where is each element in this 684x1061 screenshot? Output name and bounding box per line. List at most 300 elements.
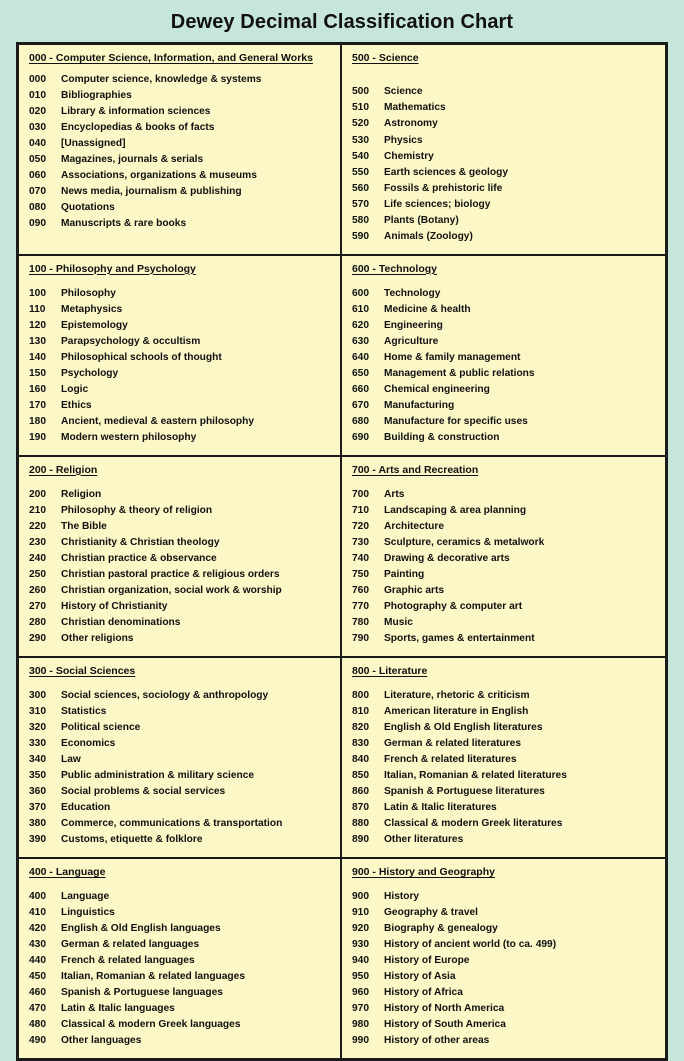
entry-code: 090	[29, 218, 46, 230]
classification-entry	[29, 768, 332, 784]
entry-label: Physics	[384, 134, 423, 146]
entry-code: 230	[29, 536, 46, 548]
entry-code: 490	[29, 1035, 46, 1047]
classification-entry	[352, 487, 657, 503]
classification-entry	[352, 1017, 657, 1033]
entry-code: 420	[29, 922, 46, 934]
entry-label: Epistemology	[61, 319, 128, 331]
entry-label: Social sciences, sociology & anthropology	[61, 689, 269, 701]
classification-entry	[29, 168, 332, 184]
entry-label: Mathematics	[384, 102, 446, 114]
classification-entry	[29, 688, 332, 704]
classification-section	[342, 45, 665, 254]
classification-entry	[29, 334, 332, 350]
entry-label: Italian, Romanian & related literatures	[384, 769, 567, 781]
section-heading: 100 - Philosophy and Psychology	[29, 262, 196, 275]
entry-label: History of North America	[384, 1003, 505, 1014]
entry-label: Political science	[61, 721, 141, 733]
entry-code: 210	[29, 504, 46, 516]
entry-label: Education	[61, 801, 111, 813]
classification-entry	[352, 688, 657, 704]
entry-label: German & related literatures	[384, 737, 522, 749]
entry-label: Geography & travel	[384, 906, 478, 918]
classification-entry	[29, 921, 332, 937]
entry-label: History	[384, 890, 420, 902]
classification-entry	[29, 519, 332, 535]
classification-entry	[352, 784, 657, 800]
entry-label: French & related languages	[61, 954, 195, 966]
entry-code: 780	[352, 616, 369, 628]
entry-code: 020	[29, 105, 46, 117]
classification-entry	[352, 181, 657, 197]
entry-label: Sports, games & entertainment	[384, 632, 535, 644]
entry-label: Sculpture, ceramics & metalwork	[384, 536, 545, 548]
classification-entry	[352, 350, 657, 366]
entry-label: Statistics	[61, 705, 107, 717]
classification-entry	[352, 430, 657, 446]
entry-code: 900	[352, 890, 369, 902]
entry-code: 130	[29, 335, 46, 347]
entry-label: Library & information sciences	[61, 105, 211, 117]
entry-code: 480	[29, 1019, 46, 1031]
entry-label: Ethics	[61, 399, 92, 411]
classification-entry	[29, 985, 332, 1001]
entry-code: 960	[352, 986, 369, 998]
entry-code: 720	[352, 520, 369, 532]
section-entry-list	[29, 72, 332, 232]
classification-entry	[352, 334, 657, 350]
classification-section	[19, 658, 342, 857]
classification-entry	[29, 184, 332, 200]
classification-entry	[352, 720, 657, 736]
entry-code: 010	[29, 89, 46, 101]
entry-label: Painting	[384, 568, 425, 580]
section-entry-list	[352, 688, 657, 848]
classification-entry	[352, 116, 657, 132]
section-entry-list	[29, 487, 332, 647]
entry-code: 100	[29, 287, 46, 299]
entry-code: 830	[352, 737, 369, 749]
classification-entry	[352, 551, 657, 567]
entry-label: Christian organization, social work & worship	[61, 584, 282, 596]
classification-entry	[29, 318, 332, 334]
entry-code: 530	[352, 134, 369, 146]
classification-entry	[29, 889, 332, 905]
section-heading: 900 - History and Geography	[352, 865, 495, 878]
classification-entry	[352, 366, 657, 382]
entry-label: Philosophy	[61, 287, 116, 299]
entry-code: 140	[29, 351, 46, 363]
entry-code: 640	[352, 351, 369, 363]
classification-entry	[29, 752, 332, 768]
classification-entry	[29, 704, 332, 720]
entry-label: History of Europe	[384, 954, 470, 966]
entry-code: 330	[29, 737, 46, 749]
classification-section	[19, 256, 342, 455]
entry-code: 860	[352, 785, 369, 797]
entry-code: 300	[29, 689, 46, 701]
classification-section	[342, 658, 665, 857]
classification-entry	[352, 953, 657, 969]
entry-label: Philosophy & theory of religion	[61, 504, 213, 516]
entry-label: Other religions	[61, 632, 134, 644]
classification-entry	[29, 382, 332, 398]
entry-label: German & related languages	[61, 938, 200, 950]
classification-entry	[352, 969, 657, 985]
entry-code: 750	[352, 568, 369, 580]
entry-label: Religion	[61, 488, 102, 500]
entry-code: 630	[352, 335, 369, 347]
entry-code: 550	[352, 166, 369, 178]
entry-code: 000	[29, 73, 46, 85]
classification-entry	[29, 953, 332, 969]
entry-label: Commerce, communications & transportation	[61, 817, 283, 829]
entry-code: 710	[352, 504, 369, 516]
entry-code: 190	[29, 431, 46, 443]
entry-label: Manuscripts & rare books	[61, 218, 187, 230]
entry-label: Other literatures	[384, 833, 464, 845]
classification-entry	[352, 832, 657, 848]
entry-label: Graphic arts	[384, 584, 445, 596]
entry-code: 110	[29, 303, 46, 315]
classification-entry	[352, 286, 657, 302]
section-heading: 200 - Religion	[29, 463, 98, 476]
entry-label: Latin & Italic literatures	[384, 801, 497, 813]
entry-label: Literature, rhetoric & criticism	[384, 689, 530, 701]
classification-entry	[29, 120, 332, 136]
classification-row	[19, 457, 665, 658]
entry-code: 350	[29, 769, 46, 781]
classification-entry	[29, 200, 332, 216]
entry-label: Parapsychology & occultism	[61, 335, 201, 347]
entry-code: 400	[29, 890, 46, 902]
entry-code: 280	[29, 616, 46, 628]
entry-label: Christianity & Christian theology	[61, 536, 220, 548]
entry-label: History of Africa	[384, 986, 463, 998]
entry-code: 450	[29, 970, 46, 982]
classification-entry	[352, 583, 657, 599]
section-entry-list	[352, 84, 657, 244]
classification-entry	[352, 302, 657, 318]
classification-entry	[352, 535, 657, 551]
classification-entry	[29, 937, 332, 953]
classification-entry	[29, 88, 332, 104]
entry-label: Metaphysics	[61, 303, 123, 315]
entry-code: 940	[352, 954, 369, 966]
entry-code: 950	[352, 970, 369, 982]
entry-code: 670	[352, 399, 369, 411]
classification-entry	[29, 152, 332, 168]
entry-code: 220	[29, 520, 46, 532]
classification-entry	[29, 816, 332, 832]
classification-entry	[29, 720, 332, 736]
entry-label: Christian pastoral practice & religious orders	[61, 568, 280, 580]
classification-entry	[29, 350, 332, 366]
entry-code: 850	[352, 769, 369, 781]
entry-label: Spanish & Portuguese literatures	[384, 785, 545, 797]
entry-code: 700	[352, 488, 369, 500]
entry-code: 270	[29, 600, 46, 612]
entry-code: 520	[352, 118, 369, 130]
entry-code: 610	[352, 303, 369, 315]
entry-code: 050	[29, 154, 46, 166]
classification-entry	[352, 133, 657, 149]
entry-label: Arts	[384, 488, 405, 500]
entry-label: Economics	[61, 737, 116, 749]
entry-code: 820	[352, 721, 369, 733]
entry-label: Modern western philosophy	[61, 431, 197, 443]
classification-entry	[352, 149, 657, 165]
entry-code: 250	[29, 568, 46, 580]
entry-label: Chemical engineering	[384, 383, 490, 395]
entry-label: French & related literatures	[384, 753, 517, 765]
entry-code: 150	[29, 367, 46, 379]
classification-entry	[352, 921, 657, 937]
entry-code: 160	[29, 383, 46, 395]
classification-entry	[352, 985, 657, 1001]
entry-code: 070	[29, 186, 46, 198]
classification-entry	[352, 816, 657, 832]
entry-label: History of Asia	[384, 970, 456, 982]
entry-code: 410	[29, 906, 46, 918]
entry-code: 180	[29, 415, 46, 427]
classification-entry	[352, 889, 657, 905]
classification-entry	[29, 1033, 332, 1049]
entry-label: Home & family management	[384, 351, 521, 363]
entry-label: Philosophical schools of thought	[61, 351, 222, 363]
page-title: Dewey Decimal Classification Chart	[170, 11, 514, 33]
entry-code: 930	[352, 938, 369, 950]
entry-code: 470	[29, 1003, 46, 1014]
entry-label: History of ancient world (to ca. 499)	[384, 938, 557, 950]
entry-code: 340	[29, 753, 46, 765]
classification-entry	[29, 583, 332, 599]
entry-label: Associations, organizations & museums	[61, 170, 257, 182]
entry-label: Astronomy	[384, 118, 438, 130]
classification-entry	[29, 216, 332, 232]
entry-label: Landscaping & area planning	[384, 504, 527, 516]
entry-code: 240	[29, 552, 46, 564]
entry-label: Linguistics	[61, 906, 115, 918]
classification-entry	[352, 752, 657, 768]
entry-label: Manufacturing	[384, 399, 455, 411]
classification-row	[19, 45, 665, 256]
entry-label: Spanish & Portuguese languages	[61, 986, 223, 998]
section-entry-list	[352, 889, 657, 1049]
classification-entry	[29, 535, 332, 551]
entry-code: 760	[352, 584, 369, 596]
section-heading: 800 - Literature	[352, 664, 428, 677]
entry-label: Drawing & decorative arts	[384, 552, 510, 564]
entry-label: Encyclopedias & books of facts	[61, 122, 215, 133]
classification-entry	[29, 905, 332, 921]
classification-section	[19, 45, 342, 254]
entry-label: [Unassigned]	[61, 138, 126, 150]
classification-entry	[352, 84, 657, 100]
classification-section	[19, 457, 342, 656]
classification-entry	[352, 599, 657, 615]
entry-code: 810	[352, 705, 369, 717]
classification-entry	[29, 969, 332, 985]
entry-code: 880	[352, 817, 369, 829]
section-heading: 000 - Computer Science, Information, and General Works	[29, 52, 313, 64]
classification-entry	[352, 800, 657, 816]
entry-code: 080	[29, 202, 46, 214]
classification-entry	[29, 832, 332, 848]
classification-entry	[352, 615, 657, 631]
section-heading: 400 - Language	[29, 865, 106, 878]
entry-code: 060	[29, 170, 46, 182]
classification-entry	[29, 1017, 332, 1033]
entry-label: Life sciences; biology	[384, 198, 491, 210]
entry-code: 770	[352, 600, 369, 612]
entry-code: 920	[352, 922, 369, 934]
entry-label: Psychology	[61, 367, 119, 379]
classification-entry	[29, 302, 332, 318]
entry-label: Ancient, medieval & eastern philosophy	[61, 415, 255, 427]
entry-code: 440	[29, 954, 46, 966]
entry-code: 510	[352, 102, 369, 114]
entry-label: Bibliographies	[61, 89, 132, 101]
entry-label: Language	[61, 890, 110, 902]
classification-entry	[352, 704, 657, 720]
entry-code: 690	[352, 431, 369, 443]
entry-label: Technology	[384, 287, 441, 299]
classification-entry	[29, 104, 332, 120]
entry-label: Chemistry	[384, 150, 434, 162]
classification-entry	[352, 736, 657, 752]
entry-code: 290	[29, 632, 46, 644]
entry-code: 800	[352, 689, 369, 701]
entry-label: Classical & modern Greek languages	[61, 1019, 241, 1031]
classification-entry	[352, 567, 657, 583]
classification-entry	[29, 72, 332, 88]
entry-code: 460	[29, 986, 46, 998]
entry-label: English & Old English literatures	[384, 721, 543, 733]
entry-label: Architecture	[384, 520, 445, 532]
classification-entry	[352, 165, 657, 181]
entry-label: Other languages	[61, 1035, 142, 1047]
entry-label: Management & public relations	[384, 367, 535, 379]
classification-entry	[352, 1001, 657, 1017]
entry-label: News media, journalism & publishing	[61, 186, 242, 198]
section-heading: 700 - Arts and Recreation	[352, 463, 479, 476]
classification-entry	[352, 100, 657, 116]
classification-entry	[352, 382, 657, 398]
classification-entry	[29, 430, 332, 446]
entry-code: 590	[352, 230, 369, 242]
entry-label: Italian, Romanian & related languages	[61, 970, 245, 982]
entry-label: American literature in English	[384, 705, 529, 717]
entry-label: Logic	[61, 383, 89, 395]
entry-code: 840	[352, 753, 369, 765]
entry-code: 790	[352, 632, 369, 644]
classification-entry	[352, 905, 657, 921]
classification-entry	[29, 1001, 332, 1017]
entry-label: Biography & genealogy	[384, 922, 498, 934]
entry-code: 570	[352, 198, 369, 210]
classification-entry	[352, 229, 657, 245]
entry-code: 380	[29, 817, 46, 829]
entry-label: Music	[384, 616, 413, 628]
entry-label: History of Christianity	[61, 600, 168, 612]
entry-label: Building & construction	[384, 431, 500, 443]
entry-label: Plants (Botany)	[384, 214, 459, 226]
entry-code: 430	[29, 938, 46, 950]
entry-label: Agriculture	[384, 335, 439, 347]
entry-code: 170	[29, 399, 46, 411]
entry-code: 910	[352, 906, 369, 918]
entry-code: 650	[352, 367, 369, 379]
entry-code: 970	[352, 1003, 369, 1014]
entry-label: Christian denominations	[61, 616, 181, 628]
entry-code: 980	[352, 1019, 369, 1031]
section-heading: 600 - Technology	[352, 262, 437, 275]
entry-code: 580	[352, 214, 369, 226]
entry-code: 390	[29, 833, 46, 845]
classification-row	[19, 859, 665, 1058]
classification-entry	[29, 631, 332, 647]
entry-code: 200	[29, 488, 46, 500]
entry-label: Public administration & military science	[61, 769, 255, 781]
classification-entry	[352, 631, 657, 647]
entry-label: Social problems & social services	[61, 785, 226, 797]
entry-label: Customs, etiquette & folklore	[61, 833, 203, 845]
classification-entry	[29, 136, 332, 152]
section-entry-list	[352, 487, 657, 647]
classification-section	[19, 859, 342, 1058]
section-heading: 300 - Social Sciences	[29, 664, 136, 677]
entry-code: 600	[352, 287, 369, 299]
classification-entry	[29, 599, 332, 615]
entry-code: 680	[352, 415, 369, 427]
classification-entry	[352, 414, 657, 430]
entry-code: 030	[29, 122, 46, 133]
entry-code: 500	[352, 86, 369, 98]
entry-label: Engineering	[384, 319, 443, 331]
classification-entry	[29, 286, 332, 302]
classification-entry	[29, 551, 332, 567]
classification-entry	[352, 318, 657, 334]
classification-entry	[29, 366, 332, 382]
entry-label: Computer science, knowledge & systems	[61, 73, 262, 85]
classification-section	[342, 256, 665, 455]
entry-code: 560	[352, 182, 369, 194]
classification-entry	[352, 937, 657, 953]
entry-label: Christian practice & observance	[61, 552, 217, 564]
classification-entry	[29, 800, 332, 816]
entry-label: Classical & modern Greek literatures	[384, 817, 563, 829]
entry-label: Magazines, journals & serials	[61, 154, 204, 166]
classification-entry	[352, 213, 657, 229]
entry-label: Law	[61, 753, 81, 765]
section-entry-list	[29, 889, 332, 1049]
classification-table	[16, 42, 668, 1061]
entry-code: 890	[352, 833, 369, 845]
section-entry-list	[352, 286, 657, 446]
classification-entry	[29, 567, 332, 583]
entry-label: Medicine & health	[384, 303, 471, 315]
classification-entry	[29, 615, 332, 631]
classification-entry	[29, 736, 332, 752]
entry-code: 370	[29, 801, 46, 813]
classification-entry	[352, 519, 657, 535]
entry-label: Fossils & prehistoric life	[384, 182, 503, 194]
section-entry-list	[29, 688, 332, 848]
entry-code: 040	[29, 138, 46, 150]
entry-label: History of South America	[384, 1019, 506, 1031]
entry-label: The Bible	[61, 520, 107, 532]
